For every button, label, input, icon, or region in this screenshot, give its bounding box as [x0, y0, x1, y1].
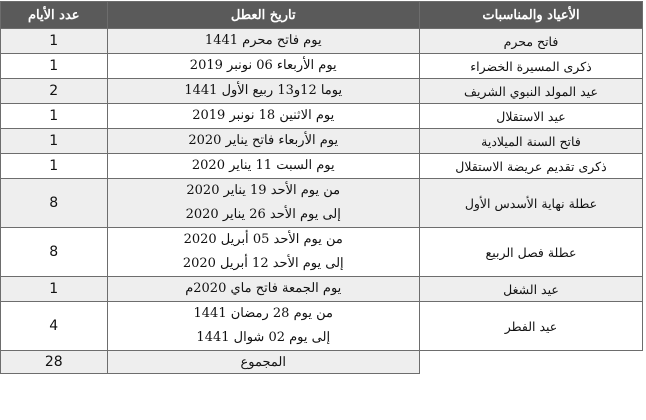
dates-cell [107, 302, 419, 351]
date-line: إلى يوم الأحد 12 أبريل 2020 [182, 256, 344, 271]
table-row [1, 104, 643, 129]
occasion-cell: عيد الاستقلال [419, 104, 642, 129]
date-line: يوم الجمعة فاتح ماي 2020م [185, 281, 342, 296]
table-row [1, 277, 643, 302]
dates-cell [107, 104, 419, 129]
occasion-cell: عيد الفطر [419, 302, 642, 351]
days-cell: 2 [1, 79, 108, 104]
date-line: إلى يوم الأحد 26 يناير 2020 [185, 207, 341, 222]
dates-cell [107, 54, 419, 79]
date-line: من يوم الأحد 05 أبريل 2020 [183, 232, 343, 247]
date-line: يوم فاتح محرم 1441 [204, 33, 322, 48]
dates-cell [107, 277, 419, 302]
table-row [1, 179, 643, 228]
header-dates: تاريخ العطل [107, 2, 419, 29]
occasion-cell: عطلة نهاية الأسدس الأول [419, 179, 642, 228]
days-cell: 1 [1, 129, 108, 154]
table-row [1, 154, 643, 179]
date-line: يوم الاثنين 18 نونبر 2019 [192, 108, 335, 123]
empty-cell [419, 351, 642, 374]
table-row [1, 302, 643, 351]
dates-cell [107, 29, 419, 54]
date-line: يوم الأربعاء فاتح يناير 2020 [188, 133, 339, 148]
date-line: من يوم 28 رمضان 1441 [193, 306, 333, 321]
date-line: من يوم الأحد 19 يناير 2020 [186, 183, 341, 198]
dates-cell [107, 154, 419, 179]
days-cell: 8 [1, 228, 108, 277]
occasion-cell: فاتح محرم [419, 29, 642, 54]
occasion-cell: ذكرى تقديم عريضة الاستقلال [419, 154, 642, 179]
table-row [1, 54, 643, 79]
date-line: يوم الأربعاء 06 نونبر 2019 [189, 58, 337, 73]
days-cell: 1 [1, 154, 108, 179]
date-line: إلى يوم 02 شوال 1441 [196, 330, 331, 345]
table-row [1, 228, 643, 277]
dates-cell [107, 228, 419, 277]
occasion-cell: عطلة فصل الربيع [419, 228, 642, 277]
header-days: عدد الأيام [1, 2, 108, 29]
days-cell: 1 [1, 277, 108, 302]
occasion-cell: ذكرى المسيرة الخضراء [419, 54, 642, 79]
table-header-row [1, 2, 643, 29]
days-cell: 1 [1, 29, 108, 54]
total-row [1, 351, 643, 374]
days-cell: 8 [1, 179, 108, 228]
days-cell: 1 [1, 104, 108, 129]
days-cell: 1 [1, 54, 108, 79]
table-row [1, 129, 643, 154]
date-line: يوما 12و13 ربيع الأول 1441 [184, 83, 343, 98]
total-days: 28 [1, 351, 108, 374]
days-cell: 4 [1, 302, 108, 351]
dates-cell [107, 179, 419, 228]
occasion-cell: عيد الشغل [419, 277, 642, 302]
occasion-cell: فاتح السنة الميلادية [419, 129, 642, 154]
holidays-table [0, 1, 643, 374]
occasion-cell: عيد المولد النبوي الشريف [419, 79, 642, 104]
date-line: يوم السبت 11 يناير 2020 [191, 158, 335, 173]
dates-cell [107, 129, 419, 154]
table-row [1, 29, 643, 54]
total-label: المجموع [107, 351, 419, 374]
table-row [1, 79, 643, 104]
header-occasion: الأعياد والمناسبات [419, 2, 642, 29]
dates-cell [107, 79, 419, 104]
